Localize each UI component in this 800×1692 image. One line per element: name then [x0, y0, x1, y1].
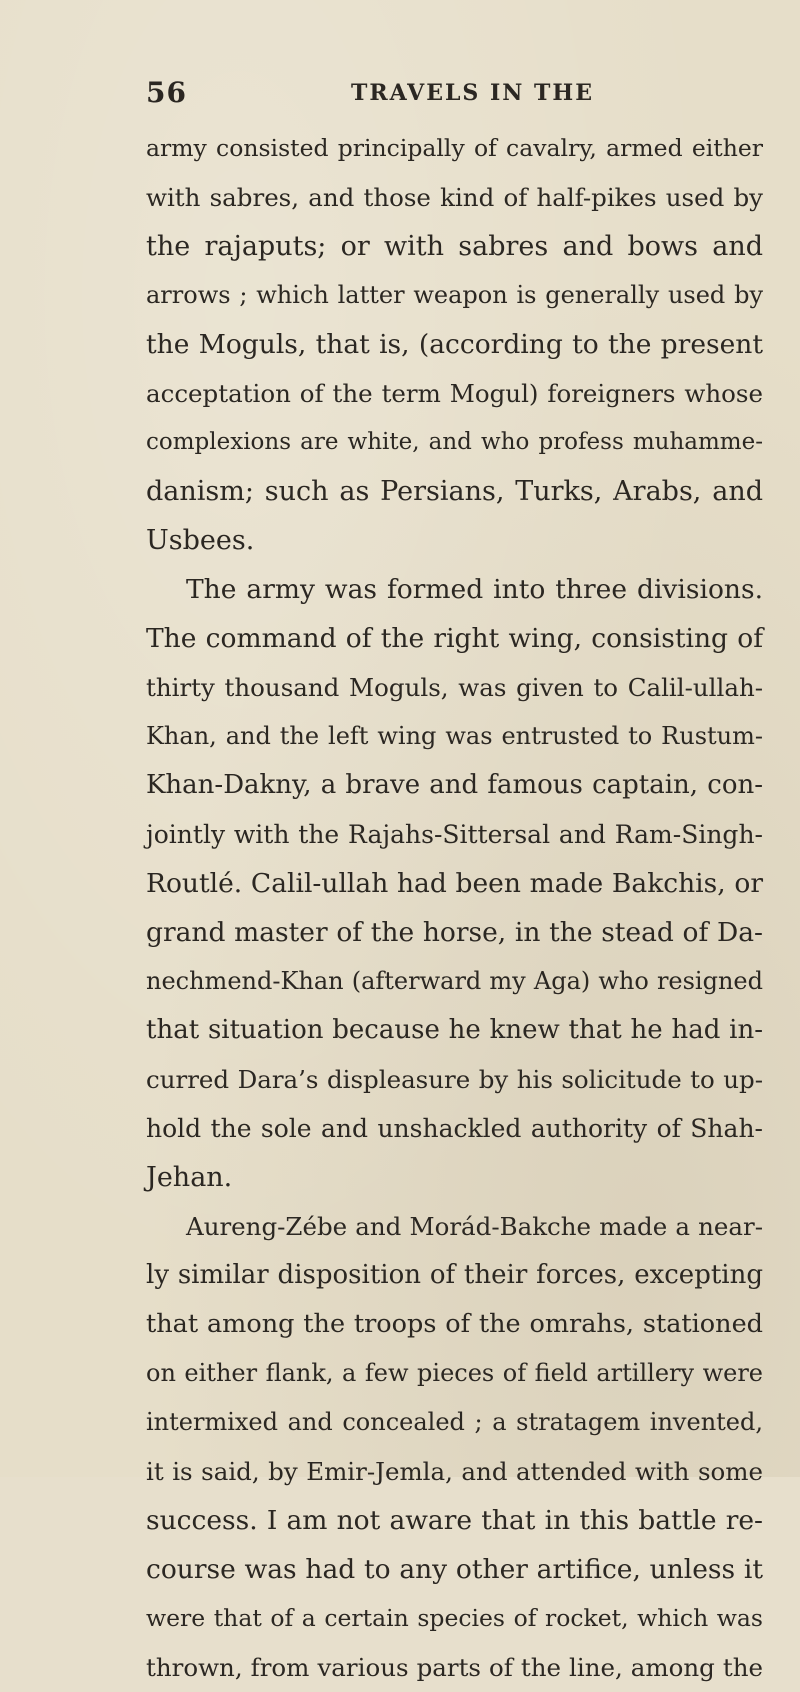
- text-line: thirty thousand Moguls, was given to Calil-ullah-: [146, 673, 763, 702]
- text-line: nechmend-Khan (afterward my Aga) who resigned: [146, 967, 763, 995]
- page-header: [146, 76, 746, 116]
- text-line: the rajaputs; or with sabres and bows and: [146, 231, 763, 262]
- text-line: Routlé. Calil-ullah had been made Bakchis, or: [146, 868, 763, 899]
- text-line: Khan-Dakny, a brave and famous captain, con-: [146, 770, 763, 800]
- text-line: ly similar disposition of their forces, excepting: [146, 1260, 763, 1290]
- page-number: 56: [146, 76, 187, 109]
- running-head: TRAVELS IN THE: [351, 80, 594, 106]
- text-line: course was had to any other artifice, unless it: [146, 1554, 763, 1585]
- paragraph-start-line: The army was formed into three divisions.: [186, 574, 763, 605]
- text-line: on either flank, a few pieces of field artillery were: [146, 1359, 763, 1387]
- text-line: intermixed and concealed ; a stratagem invented,: [146, 1408, 763, 1436]
- text-line: jointly with the Rajahs-Sittersal and Ram-Singh-: [146, 820, 763, 849]
- paragraph-end-line: Usbees.: [146, 525, 255, 556]
- text-line: the Moguls, that is, (according to the present: [146, 329, 763, 360]
- text-line: The command of the right wing, consisting of: [146, 623, 763, 654]
- body-text: [146, 124, 763, 1692]
- text-line: acceptation of the term Mogul) foreigners whose: [146, 379, 763, 408]
- text-line: hold the sole and unshackled authority of Shah-: [146, 1114, 763, 1143]
- text-line: thrown, from various parts of the line, among the: [146, 1653, 763, 1682]
- text-line: arrows ; which latter weapon is generally used by: [146, 281, 763, 309]
- text-line: success. I am not aware that in this battle re-: [146, 1505, 763, 1536]
- text-line: curred Dara’s displeasure by his solicitude to up-: [146, 1065, 763, 1094]
- text-line: grand master of the horse, in the stead of Da-: [146, 917, 763, 948]
- paragraph-start-line: Aureng-Zébe and Morád-Bakche made a near-: [186, 1212, 763, 1241]
- text-line: army consisted principally of cavalry, armed either: [146, 134, 763, 162]
- paragraph-end-line: Jehan.: [146, 1162, 233, 1193]
- text-line: were that of a certain species of rocket, which was: [146, 1604, 763, 1632]
- text-line: complexions are white, and who profess muhamme-: [146, 429, 763, 455]
- text-line: Khan, and the left wing was entrusted to Rustum-: [146, 722, 763, 750]
- text-line: danism; such as Persians, Turks, Arabs, and: [146, 476, 763, 507]
- text-line: that situation because he knew that he had in-: [146, 1015, 763, 1045]
- text-line: with sabres, and those kind of half-pikes used by: [146, 183, 763, 212]
- text-line: that among the troops of the omrahs, stationed: [146, 1309, 763, 1339]
- text-line: it is said, by Emir-Jemla, and attended with some: [146, 1457, 763, 1486]
